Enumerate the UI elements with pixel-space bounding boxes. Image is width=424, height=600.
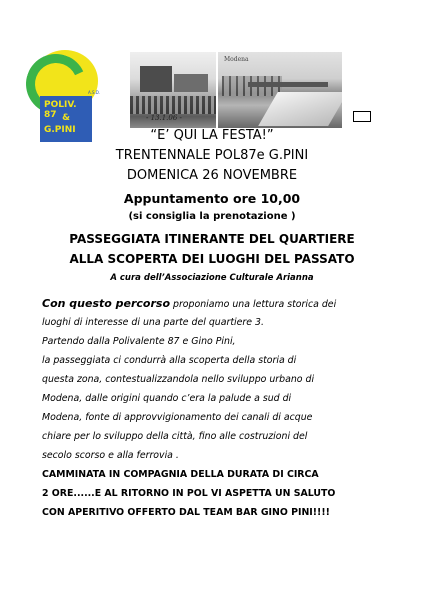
description-line-9: secolo scorso e alla ferrovia . [42,450,179,461]
logo-text-line-1: POLIV. 87 [44,100,77,120]
description-line-6: Modena, dalle origini quando c’era la palude a sud di [42,393,292,404]
booking-note: (si consiglia la prenotazione ) [128,211,296,222]
event-title-line-2: ALLA SCOPERTA DEI LUOGHI DEL PASSATO [69,252,355,266]
headline-festa: “E’ QUI LA FESTA!” [150,128,274,143]
meeting-time: Appuntamento ore 10,00 [123,191,301,206]
closing-line-2: 2 ORE......E AL RITORNO IN POL VI ASPETTA UN SALUTO [42,488,336,499]
description-line [42,294,406,313]
closing-line-1: CAMMINATA IN COMPAGNIA DELLA DURATA DI CIRCA [42,469,319,480]
description-lead: Con questo percorso [42,297,171,310]
photo-building [140,66,172,92]
logo-asd-text: A.S.D. [88,90,101,95]
description-line-7: Modena, fonte di approvvigionamento dei canali di acque [42,412,313,423]
description-line-8: chiare per lo sviluppo della città, fino alle costruzioni del [42,431,308,442]
logo-text-line-2: & [62,113,70,123]
organizer-credit: A cura dell’Associazione Culturale Arianna [110,273,314,283]
photo-caption: Modena [224,56,249,63]
description-line-4: la passeggiata ci condurrà alla scoperta della storia di [42,355,297,366]
stamp-icon [353,111,371,122]
description-line-1: proponiamo una lettura storica dei [170,299,337,310]
photo-canal [258,92,342,126]
photo-caption: - 13.1.06 - [146,114,182,122]
headline-anniversary: TRENTENNALE POL87e G.PINI [115,148,309,163]
closing-line-3: CON APERITIVO OFFERTO DAL TEAM BAR GINO PINI!!!! [42,507,330,518]
logo-text-line-3: G.PINI [44,125,76,135]
description-line-2: luoghi di interesse di una parte del quartiere 3. [42,317,264,328]
photo-crowd [130,96,216,114]
photo-bridge [248,82,328,87]
photo-building [174,74,208,92]
description-text [42,294,406,522]
historic-photo-canal [218,52,342,128]
event-date: DOMENICA 26 NOVEMBRE [126,168,298,183]
description-line-3: Partendo dalla Polivalente 87 e Gino Pini, [42,336,236,347]
historic-photo-square [130,52,216,128]
event-title-line-1: PASSEGGIATA ITINERANTE DEL QUARTIERE [69,232,355,246]
description-line-5: questa zona, contestualizzandola nello sviluppo urbano di [42,374,315,385]
